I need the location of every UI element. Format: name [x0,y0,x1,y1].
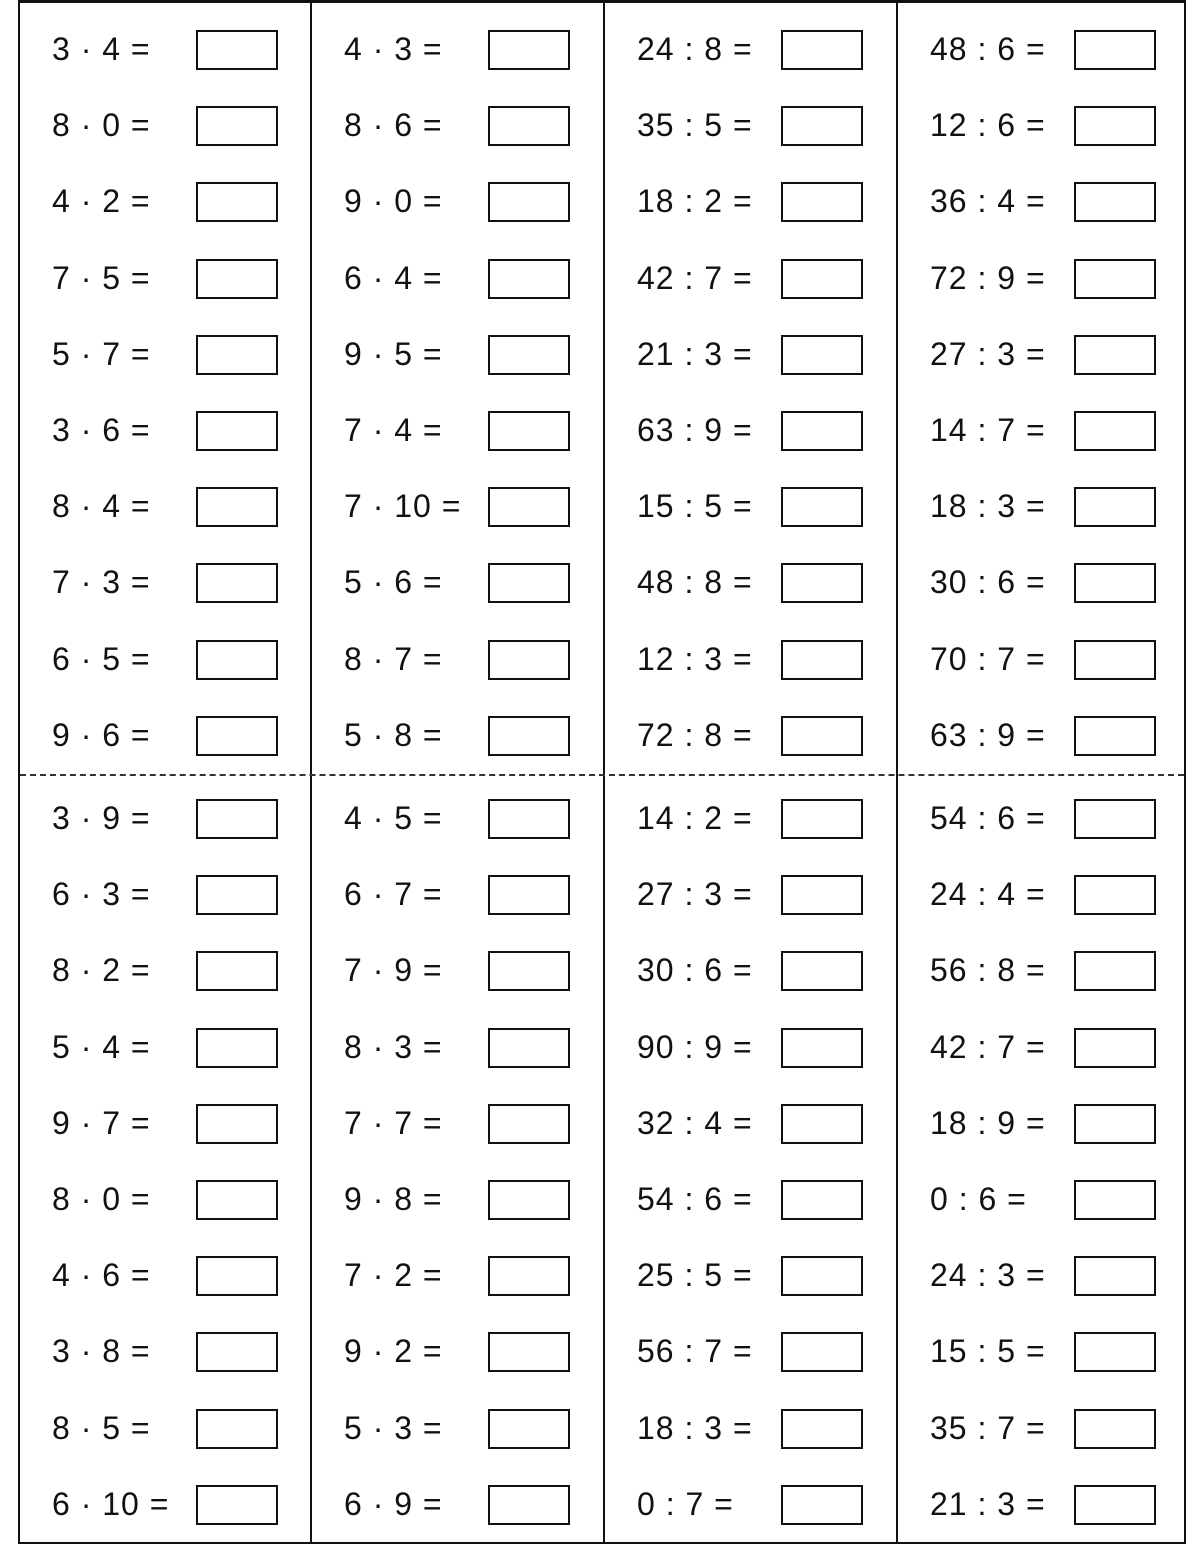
problem-item [312,620,604,696]
problem-item [898,391,1190,467]
problem-expression: 8 · 6 = [344,107,443,144]
problem-item [312,1236,604,1312]
column-4 [898,0,1190,1542]
answer-box[interactable] [1074,30,1156,70]
answer-box[interactable] [1074,640,1156,680]
problem-expression: 6 · 10 = [52,1485,170,1522]
answer-box[interactable] [781,875,863,915]
answer-box[interactable] [781,1409,863,1449]
problem-item [605,543,897,619]
problem-item [898,239,1190,315]
problem-expression: 4 · 2 = [52,183,151,220]
answer-box[interactable] [196,1485,278,1525]
answer-box[interactable] [781,335,863,375]
problem-expression: 18 : 3 = [637,1409,753,1446]
problem-item [312,315,604,391]
answer-box[interactable] [196,1104,278,1144]
answer-box[interactable] [196,182,278,222]
problem-expression: 48 : 8 = [637,564,753,601]
problem-expression: 15 : 5 = [637,488,753,525]
answer-box[interactable] [1074,1028,1156,1068]
answer-box[interactable] [488,640,570,680]
problem-item [20,1008,312,1084]
problem-item [312,467,604,543]
problem-item [605,1312,897,1388]
answer-box[interactable] [196,259,278,299]
problem-expression: 9 · 2 = [344,1333,443,1370]
problem-item [20,696,312,772]
problem-item [605,1008,897,1084]
answer-box[interactable] [1074,106,1156,146]
problem-item [20,1389,312,1465]
section-bottom [898,779,1190,1541]
problem-item [312,391,604,467]
problem-expression: 27 : 3 = [637,876,753,913]
answer-box[interactable] [1074,1256,1156,1296]
problem-expression: 0 : 7 = [637,1485,734,1522]
problem-expression: 8 · 0 = [52,1180,151,1217]
answer-box[interactable] [1074,1409,1156,1449]
answer-box[interactable] [196,640,278,680]
problem-expression: 3 · 8 = [52,1333,151,1370]
answer-box[interactable] [196,1028,278,1068]
problem-item [20,10,312,86]
answer-box[interactable] [488,335,570,375]
answer-box[interactable] [1074,259,1156,299]
problem-expression: 54 : 6 = [637,1180,753,1217]
section-top [605,10,897,772]
problem-item [898,1312,1190,1388]
problem-expression: 25 : 5 = [637,1257,753,1294]
problem-expression: 5 · 7 = [52,335,151,372]
problem-expression: 7 · 3 = [52,564,151,601]
problem-expression: 30 : 6 = [637,952,753,989]
problem-expression: 63 : 9 = [930,716,1046,753]
problem-expression: 18 : 9 = [930,1104,1046,1141]
answer-box[interactable] [781,563,863,603]
problem-expression: 42 : 7 = [637,259,753,296]
problem-item [605,779,897,855]
answer-box[interactable] [196,716,278,756]
answer-box[interactable] [781,182,863,222]
answer-box[interactable] [781,106,863,146]
problem-expression: 9 · 8 = [344,1180,443,1217]
problem-expression: 8 · 3 = [344,1028,443,1065]
problem-expression: 18 : 3 = [930,488,1046,525]
answer-box[interactable] [488,1104,570,1144]
problem-expression: 6 · 5 = [52,640,151,677]
problem-item [898,467,1190,543]
answer-box[interactable] [781,799,863,839]
answer-box[interactable] [488,1485,570,1525]
answer-box[interactable] [488,1409,570,1449]
problem-item [605,855,897,931]
problem-item [605,239,897,315]
problem-item [20,779,312,855]
problem-item [898,1160,1190,1236]
answer-box[interactable] [488,563,570,603]
answer-box[interactable] [1074,487,1156,527]
problem-item [20,931,312,1007]
problem-item [312,855,604,931]
column-2 [312,0,604,1542]
problem-expression: 42 : 7 = [930,1028,1046,1065]
answer-box[interactable] [488,1180,570,1220]
problem-expression: 24 : 3 = [930,1257,1046,1294]
answer-box[interactable] [196,411,278,451]
answer-box[interactable] [1074,1332,1156,1372]
problem-item [605,391,897,467]
problem-item [898,1084,1190,1160]
answer-box[interactable] [488,106,570,146]
problem-item [312,162,604,238]
problem-item [605,162,897,238]
problem-expression: 27 : 3 = [930,335,1046,372]
problem-item [898,855,1190,931]
problem-item [605,10,897,86]
problem-expression: 6 · 4 = [344,259,443,296]
problem-expression: 7 · 10 = [344,488,462,525]
problem-item [20,855,312,931]
section-bottom [312,779,604,1541]
answer-box[interactable] [781,1256,863,1296]
answer-box[interactable] [488,716,570,756]
answer-box[interactable] [488,182,570,222]
answer-box[interactable] [781,1485,863,1525]
problem-expression: 4 · 5 = [344,800,443,836]
problem-expression: 14 : 2 = [637,800,753,836]
problem-item [20,239,312,315]
problem-expression: 3 · 6 = [52,411,151,448]
section-top [898,10,1190,772]
problem-expression: 5 · 4 = [52,1028,151,1065]
answer-box[interactable] [488,951,570,991]
problem-item [605,1084,897,1160]
answer-box[interactable] [1074,411,1156,451]
problem-item [20,391,312,467]
problem-expression: 32 : 4 = [637,1104,753,1141]
problem-expression: 24 : 4 = [930,876,1046,913]
problem-item [20,86,312,162]
problem-item [20,1312,312,1388]
problem-expression: 72 : 9 = [930,259,1046,296]
problem-expression: 5 · 3 = [344,1409,443,1446]
problem-item [312,1312,604,1388]
problem-expression: 7 · 4 = [344,411,443,448]
answer-box[interactable] [781,259,863,299]
answer-box[interactable] [1074,951,1156,991]
problem-expression: 4 · 6 = [52,1257,151,1294]
problem-item [312,1160,604,1236]
problem-item [20,1465,312,1541]
problem-expression: 0 : 6 = [930,1180,1027,1217]
problem-item [312,10,604,86]
answer-box[interactable] [1074,1180,1156,1220]
answer-box[interactable] [196,1409,278,1449]
answer-box[interactable] [196,1332,278,1372]
answer-box[interactable] [781,411,863,451]
problem-expression: 72 : 8 = [637,716,753,753]
problem-item [312,779,604,855]
answer-box[interactable] [1074,716,1156,756]
problem-item [605,1389,897,1465]
problem-expression: 63 : 9 = [637,411,753,448]
problem-item [20,1236,312,1312]
problem-item [20,162,312,238]
problem-expression: 9 · 0 = [344,183,443,220]
problem-item [898,315,1190,391]
problem-item [20,543,312,619]
problem-item [312,239,604,315]
answer-box[interactable] [196,951,278,991]
answer-box[interactable] [196,106,278,146]
problem-expression: 90 : 9 = [637,1028,753,1065]
problem-expression: 54 : 6 = [930,800,1046,836]
problem-expression: 18 : 2 = [637,183,753,220]
answer-box[interactable] [781,1332,863,1372]
problem-item [20,315,312,391]
problem-item [898,1465,1190,1541]
problem-expression: 70 : 7 = [930,640,1046,677]
problem-item [605,620,897,696]
problem-item [605,467,897,543]
problem-item [312,1084,604,1160]
problem-expression: 8 · 0 = [52,107,151,144]
answer-box[interactable] [1074,799,1156,839]
answer-box[interactable] [1074,563,1156,603]
problem-item [898,162,1190,238]
problem-item [898,86,1190,162]
answer-box[interactable] [781,30,863,70]
answer-box[interactable] [488,487,570,527]
problem-item [605,696,897,772]
answer-box[interactable] [196,1180,278,1220]
problem-item [20,620,312,696]
problem-item [605,1160,897,1236]
answer-box[interactable] [488,1256,570,1296]
answer-box[interactable] [196,487,278,527]
answer-box[interactable] [781,1104,863,1144]
problem-item [312,543,604,619]
answer-box[interactable] [1074,182,1156,222]
problem-expression: 56 : 8 = [930,952,1046,989]
answer-box[interactable] [196,875,278,915]
answer-box[interactable] [488,875,570,915]
problem-expression: 9 · 5 = [344,335,443,372]
answer-box[interactable] [196,563,278,603]
problem-expression: 35 : 5 = [637,107,753,144]
problem-item [312,696,604,772]
answer-box[interactable] [196,335,278,375]
problem-expression: 8 · 2 = [52,952,151,989]
problem-item [898,1008,1190,1084]
problem-item [605,315,897,391]
problem-expression: 8 · 5 = [52,1409,151,1446]
problem-expression: 3 · 9 = [52,800,151,836]
answer-box[interactable] [781,951,863,991]
problem-expression: 14 : 7 = [930,411,1046,448]
problem-expression: 35 : 7 = [930,1409,1046,1446]
section-bottom [20,779,312,1541]
problem-expression: 6 · 9 = [344,1485,443,1522]
answer-box[interactable] [781,487,863,527]
problem-item [312,1008,604,1084]
problem-expression: 6 · 7 = [344,876,443,913]
problem-expression: 21 : 3 = [637,335,753,372]
problem-item [898,543,1190,619]
problem-item [898,1236,1190,1312]
problem-item [898,10,1190,86]
problem-item [605,1236,897,1312]
problem-expression: 5 · 8 = [344,716,443,753]
worksheet [18,0,1186,1544]
answer-box[interactable] [488,259,570,299]
problem-item [898,696,1190,772]
problem-expression: 12 : 6 = [930,107,1046,144]
answer-box[interactable] [196,1256,278,1296]
answer-box[interactable] [781,1180,863,1220]
problem-item [605,931,897,1007]
answer-box[interactable] [196,30,278,70]
problem-expression: 3 · 4 = [52,31,151,67]
answer-box[interactable] [488,799,570,839]
problem-expression: 24 : 8 = [637,31,753,67]
answer-box[interactable] [488,30,570,70]
problem-expression: 7 · 9 = [344,952,443,989]
problem-item [20,467,312,543]
problem-expression: 9 · 6 = [52,716,151,753]
problem-item [605,1465,897,1541]
section-bottom [605,779,897,1541]
column-1 [20,0,312,1542]
problem-item [312,1465,604,1541]
problem-item [20,1084,312,1160]
problem-expression: 36 : 4 = [930,183,1046,220]
answer-box[interactable] [781,640,863,680]
section-top [20,10,312,772]
problem-expression: 48 : 6 = [930,31,1046,67]
problem-item [312,86,604,162]
problem-item [20,1160,312,1236]
problem-item [312,1389,604,1465]
problem-item [312,931,604,1007]
problem-item [605,86,897,162]
problem-expression: 7 · 2 = [344,1257,443,1294]
problem-expression: 7 · 5 = [52,259,151,296]
problem-expression: 5 · 6 = [344,564,443,601]
problem-expression: 15 : 5 = [930,1333,1046,1370]
problem-expression: 56 : 7 = [637,1333,753,1370]
answer-box[interactable] [196,799,278,839]
answer-box[interactable] [1074,1485,1156,1525]
problem-item [898,1389,1190,1465]
answer-box[interactable] [488,1028,570,1068]
problem-expression: 12 : 3 = [637,640,753,677]
answer-box[interactable] [488,411,570,451]
problem-item [898,779,1190,855]
column-3 [605,0,897,1542]
problem-item [898,620,1190,696]
answer-box[interactable] [781,716,863,756]
problem-expression: 4 · 3 = [344,31,443,67]
problem-expression: 6 · 3 = [52,876,151,913]
problem-expression: 7 · 7 = [344,1104,443,1141]
problem-item [898,931,1190,1007]
answer-box[interactable] [488,1332,570,1372]
section-top [312,10,604,772]
answer-box[interactable] [1074,335,1156,375]
problem-expression: 8 · 4 = [52,488,151,525]
answer-box[interactable] [1074,1104,1156,1144]
problem-expression: 8 · 7 = [344,640,443,677]
answer-box[interactable] [781,1028,863,1068]
problem-expression: 30 : 6 = [930,564,1046,601]
problem-expression: 9 · 7 = [52,1104,151,1141]
answer-box[interactable] [1074,875,1156,915]
problem-expression: 21 : 3 = [930,1485,1046,1522]
